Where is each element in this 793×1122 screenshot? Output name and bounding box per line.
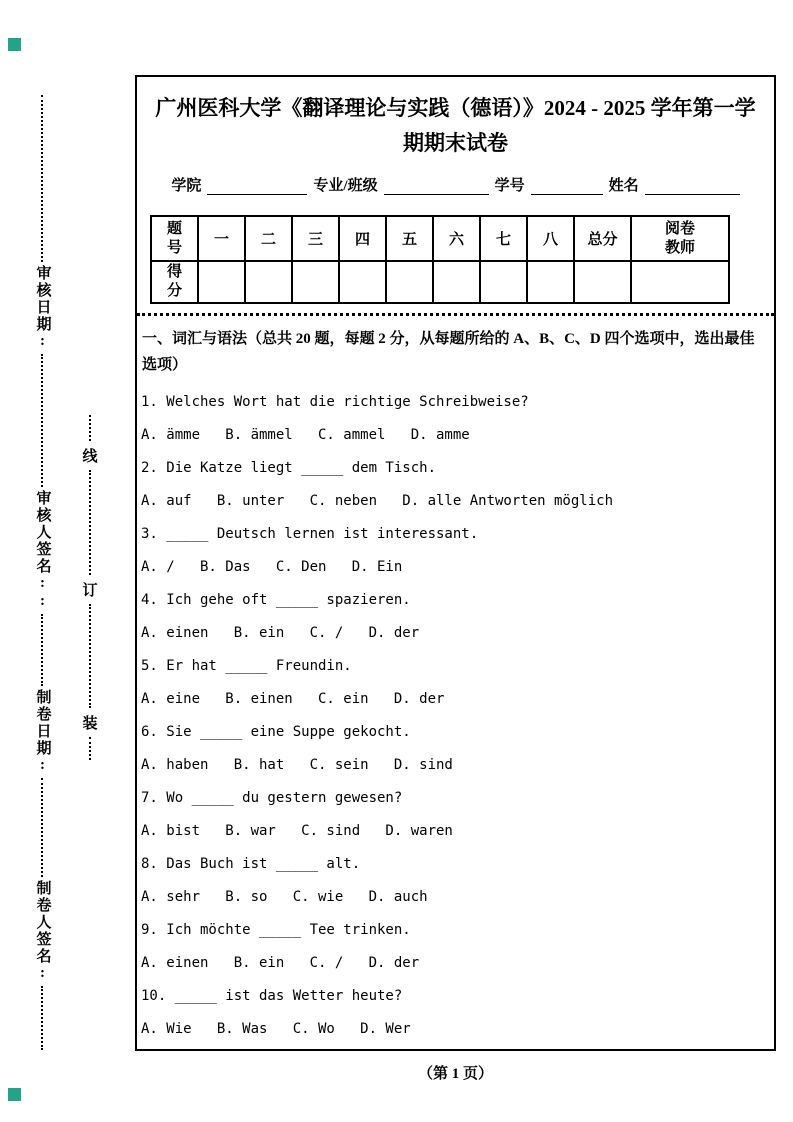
question-options: A. eine B. einen C. ein D. der <box>141 690 445 707</box>
question-item <box>141 583 774 649</box>
question-item <box>141 451 774 517</box>
dotted-line <box>41 354 43 487</box>
score-col-2: 二 <box>245 216 292 261</box>
question-options: A. Wie B. Was C. Wo D. Wer <box>141 1020 411 1037</box>
question-text: 9. Ich möchte _____ Tee trinken. <box>141 921 411 938</box>
question-text: 4. Ich gehe oft _____ spazieren. <box>141 591 411 608</box>
score-cell-empty <box>527 261 574 303</box>
binding-char-line: 线 <box>82 449 98 466</box>
exam-title-line2: 期期末试卷 <box>403 131 508 155</box>
question-options: A. einen B. ein C. / D. der <box>141 954 420 971</box>
question-text: 1. Welches Wort hat die richtige Schreibweise? <box>141 393 529 410</box>
review-date-label: 审核日期: <box>34 264 51 351</box>
question-item <box>141 649 774 715</box>
dotted-line <box>41 986 43 1050</box>
section-heading: 一、词汇与语法（总共 20 题，每题 2 分，从每题所给的 A、B、C、D 四个选项中，选出最佳选项） <box>142 331 755 373</box>
dotted-line <box>41 95 43 262</box>
question-options: A. haben B. hat C. sein D. sind <box>141 756 453 773</box>
question-text: 3. _____ Deutsch lernen ist interessant. <box>141 525 479 542</box>
exam-paper <box>135 75 776 1051</box>
name-blank <box>645 178 740 195</box>
binding-char-staple: 订 <box>82 582 98 599</box>
dotted-line <box>89 415 91 441</box>
exam-title-line1: 广州医科大学《翻译理论与实践（德语）》2024 - 2025 学年第一学 <box>155 96 756 120</box>
page-number-footer: （第 1 页） <box>417 1066 493 1082</box>
question-text: 6. Sie _____ eine Suppe gekocht. <box>141 723 411 740</box>
grader-header: 阅卷教师 <box>631 216 729 261</box>
dotted-line <box>89 470 91 574</box>
dotted-line <box>41 778 43 876</box>
paper-maker-signature-label: 制卷人签名: <box>34 879 51 983</box>
score-cell-empty <box>245 261 292 303</box>
score-col-4: 四 <box>339 216 386 261</box>
question-options: A. bist B. war C. sind D. waren <box>141 822 453 839</box>
score-cell-empty <box>433 261 480 303</box>
score-cell-empty <box>574 261 631 303</box>
question-item <box>141 847 774 913</box>
score-cell-empty <box>339 261 386 303</box>
score-cell-empty <box>631 261 729 303</box>
score-col-6: 六 <box>433 216 480 261</box>
major-class-blank <box>384 178 489 195</box>
student-id-blank <box>531 178 603 195</box>
score-col-5: 五 <box>386 216 433 261</box>
score-table <box>150 215 730 304</box>
question-list <box>141 385 774 1045</box>
corner-marker-bottom <box>8 1088 21 1101</box>
binding-margin-outer <box>28 95 56 1050</box>
question-text: 2. Die Katze liegt _____ dem Tisch. <box>141 459 437 476</box>
question-item <box>141 913 774 979</box>
reviewer-signature-label: 审核人签名:: <box>34 489 51 611</box>
score-col-8: 八 <box>527 216 574 261</box>
binding-char-mount: 装 <box>82 716 98 733</box>
dotted-line <box>41 614 43 687</box>
question-options: A. auf B. unter C. neben D. alle Antworten möglich <box>141 492 614 509</box>
question-text: 5. Er hat _____ Freundin. <box>141 657 352 674</box>
question-text: 7. Wo _____ du gestern gewesen? <box>141 789 403 806</box>
score-cell-empty <box>292 261 339 303</box>
question-options: A. sehr B. so C. wie D. auch <box>141 888 428 905</box>
college-label: 学院 <box>171 178 202 194</box>
question-number-header: 题号 <box>151 216 198 261</box>
corner-marker-top <box>8 38 21 51</box>
name-label: 姓名 <box>608 178 639 194</box>
question-text: 10. _____ ist das Wetter heute? <box>141 987 403 1004</box>
student-info-line <box>137 174 774 195</box>
score-row-header: 得分 <box>151 261 198 303</box>
dotted-line <box>89 737 91 760</box>
question-options: A. einen B. ein C. / D. der <box>141 624 420 641</box>
question-item <box>141 385 774 451</box>
dotted-separator <box>137 313 774 316</box>
question-item <box>141 781 774 847</box>
question-item <box>141 715 774 781</box>
total-score-header: 总分 <box>574 216 631 261</box>
question-options: A. ämme B. ämmel C. ammel D. amme <box>141 426 470 443</box>
question-item <box>141 979 774 1045</box>
college-blank <box>207 178 307 195</box>
paper-making-date-label: 制卷日期: <box>34 689 51 776</box>
question-item <box>141 517 774 583</box>
major-class-label: 专业/班级 <box>313 178 378 194</box>
score-cell-empty <box>386 261 433 303</box>
binding-margin-inner <box>78 415 102 760</box>
score-cell-empty <box>480 261 527 303</box>
score-col-3: 三 <box>292 216 339 261</box>
score-cell-empty <box>198 261 245 303</box>
score-col-7: 七 <box>480 216 527 261</box>
question-text: 8. Das Buch ist _____ alt. <box>141 855 361 872</box>
score-col-1: 一 <box>198 216 245 261</box>
student-id-label: 学号 <box>494 178 525 194</box>
dotted-line <box>89 604 91 708</box>
exam-title <box>137 91 774 161</box>
question-options: A. / B. Das C. Den D. Ein <box>141 558 403 575</box>
